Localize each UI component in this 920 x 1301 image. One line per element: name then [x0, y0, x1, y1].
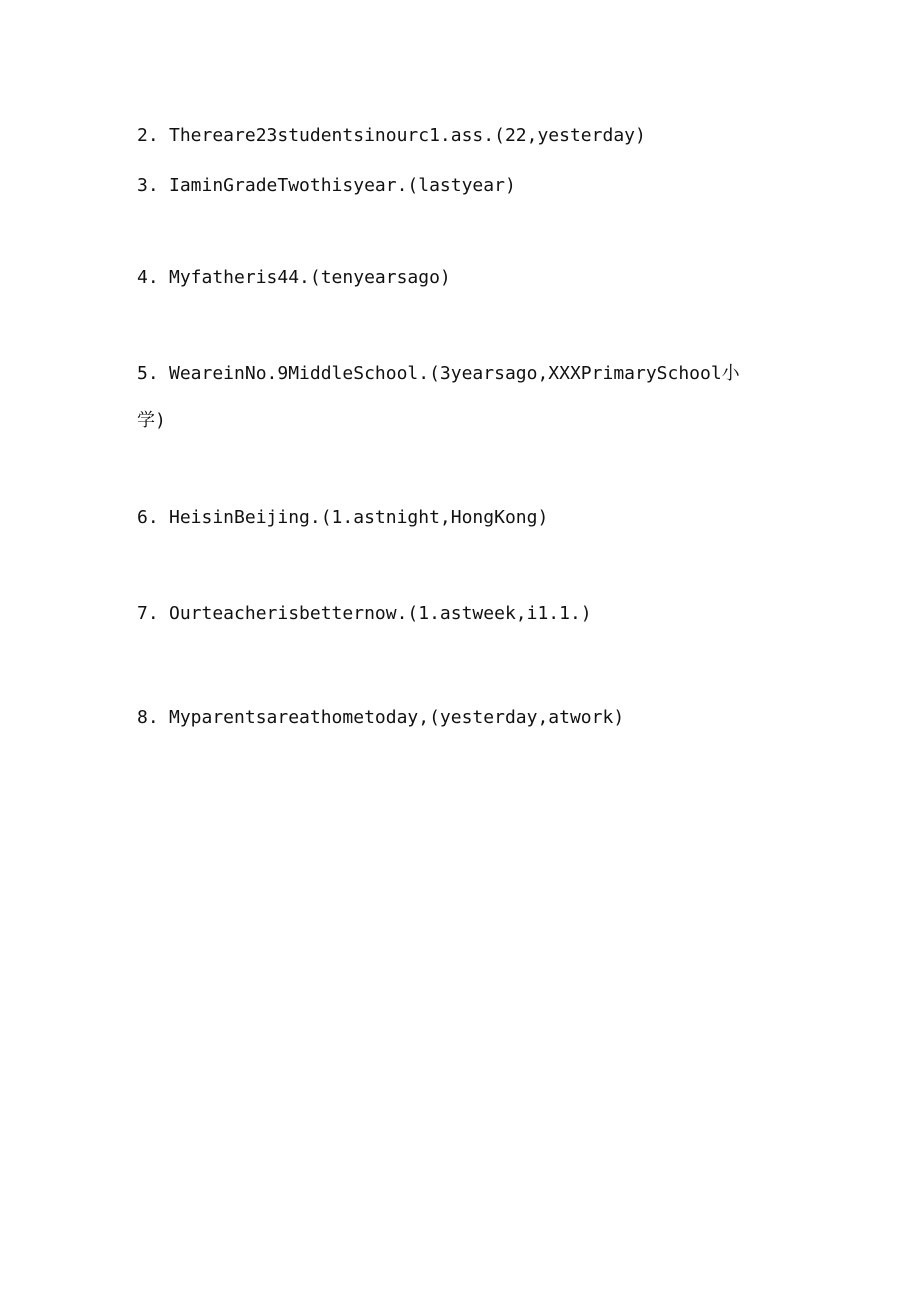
item-text: WeareinNo.9MiddleSchool.(3yearsago,XXXPrimarySchool小	[169, 363, 740, 384]
exercise-item-7	[137, 602, 592, 626]
exercise-item-5-continuation	[137, 409, 166, 433]
exercise-item-3	[137, 174, 516, 198]
item-text-continuation: 学)	[137, 410, 166, 431]
item-number: 6.	[137, 507, 159, 528]
item-text: Myparentsareathometoday,(yesterday,atwork)	[169, 707, 625, 728]
exercise-item-4	[137, 266, 451, 290]
item-number: 4.	[137, 267, 159, 288]
item-number: 2.	[137, 125, 159, 146]
item-number: 3.	[137, 175, 159, 196]
exercise-item-2	[137, 124, 646, 148]
exercise-item-6	[137, 506, 548, 530]
item-text: HeisinBeijing.(1.astnight,HongKong)	[169, 507, 549, 528]
exercise-item-8	[137, 706, 624, 730]
item-text: Ourteacherisbetternow.(1.astweek,i1.1.)	[169, 603, 592, 624]
exercise-item-5	[137, 362, 740, 386]
item-text: Myfatheris44.(tenyearsago)	[169, 267, 451, 288]
item-text: Thereare23studentsinourc1.ass.(22,yesterday)	[169, 125, 646, 146]
item-number: 7.	[137, 603, 159, 624]
item-text: IaminGradeTwothisyear.(lastyear)	[169, 175, 516, 196]
item-number: 5.	[137, 363, 159, 384]
item-number: 8.	[137, 707, 159, 728]
